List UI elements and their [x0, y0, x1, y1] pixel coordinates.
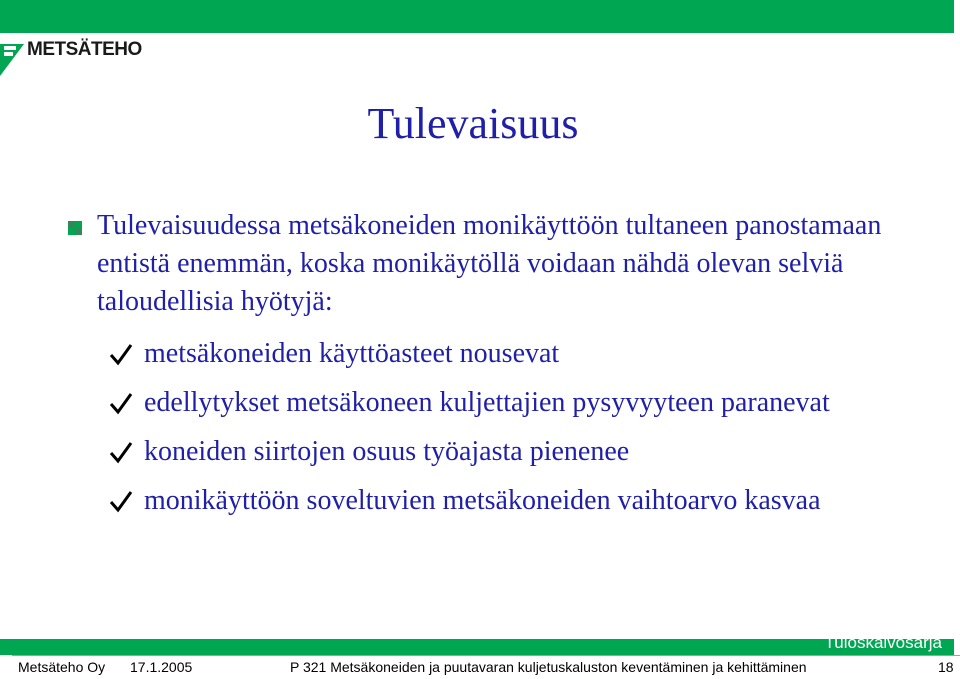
check-item [108, 384, 908, 422]
checkmark-icon [108, 440, 134, 466]
checkmark-icon [108, 391, 134, 417]
check-item-text: metsäkoneiden käyttöasteet nousevat [144, 338, 560, 369]
logo-text: METSÄTEHO [27, 39, 142, 60]
check-item-text: koneiden siirtojen osuus työajasta pienenee [144, 436, 630, 467]
footer-green-band [0, 639, 954, 655]
check-item [108, 482, 908, 520]
footer-page-number: 18 [938, 659, 954, 675]
footer-date: 17.1.2005 [130, 659, 193, 675]
check-item-text: edellytykset metsäkoneen kuljettajien pysyvyyteen paranevat [144, 387, 830, 418]
footer-company: Metsäteho Oy [18, 659, 106, 675]
check-item [108, 433, 908, 471]
checkmark-icon [108, 489, 134, 515]
checkmark-icon [108, 342, 134, 368]
footer-series-label: Tuloskalvosarja [824, 633, 942, 652]
check-list [108, 335, 908, 531]
slide-title: Tulevaisuus [367, 99, 579, 148]
footer-project: P 321 Metsäkoneiden ja puutavaran kuljetuskaluston keventäminen ja kehittäminen [290, 659, 807, 675]
header-green-band [0, 0, 954, 33]
main-bullet-text: Tulevaisuudessa metsäkoneiden monikäyttöön tultaneen panostamaan entistä enemmän, koska monikäytöllä voidaan nähdä olevan selviä taloudellisia hyötyjä: [97, 210, 882, 317]
footer-divider [12, 655, 960, 656]
check-item [108, 335, 908, 373]
check-item-text: monikäyttöön soveltuvien metsäkoneiden vaihtoarvo kasvaa [144, 485, 821, 516]
square-bullet-icon [68, 221, 82, 235]
